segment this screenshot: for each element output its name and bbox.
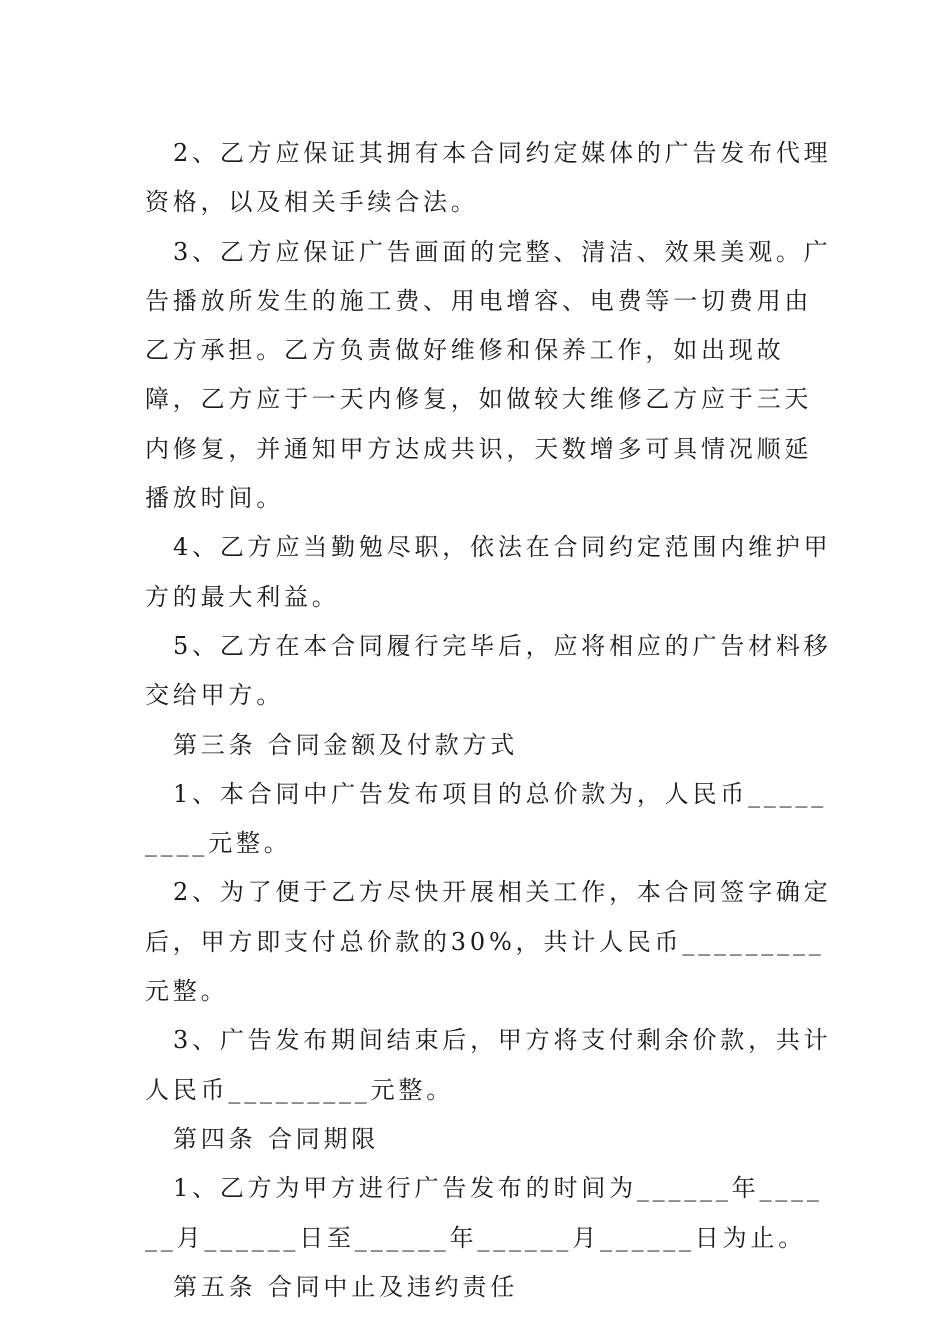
article-3-heading: 第三条 合同金额及付款方式 <box>173 730 519 759</box>
payment-clause-3-balance: 3、广告发布期间结束后，甲方将支付剩余价款，共计人民币_________元整。 <box>145 1026 832 1104</box>
document-body <box>145 129 835 1312</box>
clause-5-hand-over-materials: 5、乙方在本合同履行完毕后，应将相应的广告材料移交给甲方。 <box>145 631 832 710</box>
clause-4-diligence: 4、乙方应当勤勉尽职，依法在合同约定范围内维护甲方的最大利益。 <box>145 533 832 611</box>
clause-2-agency-qualification: 2、乙方应保证其拥有本合同约定媒体的广告发布代理资格，以及相关手续合法。 <box>145 139 832 217</box>
article-4-heading: 第四条 合同期限 <box>173 1124 380 1153</box>
article-5-heading: 第五条 合同中止及违约责任 <box>173 1272 519 1301</box>
payment-clause-2-advance: 2、为了便于乙方尽快开展相关工作，本合同签字确定后，甲方即支付总价款的30%，共计人民币_________元整。 <box>145 878 832 1006</box>
term-clause-1-period: 1、乙方为甲方进行广告发布的时间为______年______月______日至______年______月______日为止。 <box>145 1174 823 1252</box>
payment-clause-1-total: 1、本合同中广告发布项目的总价款为，人民币_________元整。 <box>145 779 828 858</box>
clause-3-ad-quality-maintenance: 3、乙方应保证广告画面的完整、清洁、效果美观。广告播放所发生的施工费、用电增容、电费等一切费用由乙方承担。乙方负责做好维修和保养工作，如出现故障，乙方应于一天内修复，如做较大维修乙方应于三天内修复，并通知甲方达成共识，天数增多可具情况顺延播放时间。 <box>145 237 832 513</box>
